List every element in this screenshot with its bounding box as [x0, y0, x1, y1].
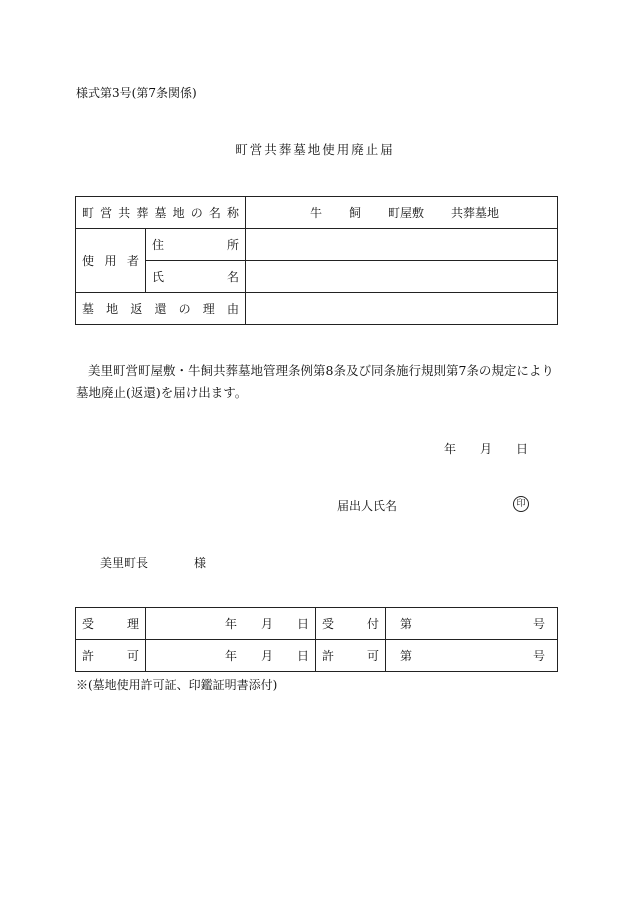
name-label: 氏 名: [146, 261, 246, 293]
addressee-name: 美里町長: [100, 556, 149, 570]
receipt-label: 受 理: [76, 608, 146, 640]
applicant-name-label: 届出人氏名: [337, 499, 398, 513]
return-reason-row: [76, 293, 558, 325]
table-row: [76, 640, 558, 672]
address-field[interactable]: [246, 229, 558, 261]
addressee-honorific: 様: [194, 556, 207, 570]
attachment-note: ※(墓地使用許可証、印鑑証明書添付): [76, 678, 278, 692]
cemetery-name-row: [76, 197, 558, 229]
address-label: 住 所: [146, 229, 246, 261]
date-day: 日: [516, 442, 529, 456]
return-reason-field[interactable]: [246, 293, 558, 325]
receipt-date[interactable]: 年 月 日: [146, 608, 316, 640]
user-label: 使 用 者: [76, 229, 146, 293]
document-title: 町営共葬墓地使用廃止届: [235, 142, 395, 157]
permission-label: 許 可: [76, 640, 146, 672]
return-reason-label: 墓 地 返 還 の 理 由: [76, 293, 246, 325]
submission-date: [444, 440, 528, 457]
name-row: [76, 261, 558, 293]
address-row: [76, 229, 558, 261]
acceptance-number[interactable]: 第 号: [386, 608, 558, 640]
cemetery-name-label: 町 営 共 葬 墓 地 の 名 称: [76, 197, 246, 229]
form-number: 様式第3号(第7条関係): [76, 86, 197, 100]
acceptance-label: 受 付: [316, 608, 386, 640]
office-use-table: [75, 607, 558, 672]
seal-mark: 印: [513, 496, 529, 512]
permit-label: 許 可: [316, 640, 386, 672]
date-month: 月: [480, 442, 493, 456]
name-field[interactable]: [246, 261, 558, 293]
permission-date[interactable]: 年 月 日: [146, 640, 316, 672]
permit-number[interactable]: 第 号: [386, 640, 558, 672]
cemetery-name-value: 牛 飼 町屋敷 共葬墓地: [246, 197, 558, 229]
date-year: 年: [444, 442, 457, 456]
table-row: [76, 608, 558, 640]
statement-text: 美里町営町屋敷・牛飼共葬墓地管理条例第8条及び同条施行規則第7条の規定により墓地廃止(返還)を届け出ます。: [76, 363, 554, 400]
application-table: [75, 196, 558, 325]
